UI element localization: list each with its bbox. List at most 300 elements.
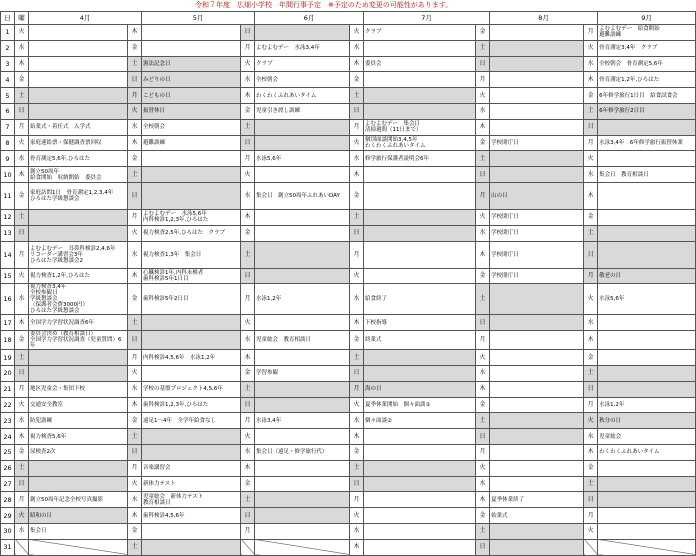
day-number: 7 [1, 119, 15, 135]
page-title: 令和７年度 広畑小学校 年間行事予定 ※予定のため変更の可能性があります。 [195, 1, 453, 9]
weekday-cell: 月 [128, 350, 142, 366]
weekday-cell: 日 [476, 429, 490, 445]
weekday-cell: 月 [350, 241, 364, 268]
weekday-cell: 月 [584, 397, 598, 413]
weekday-cell: 金 [476, 397, 490, 413]
event-cell: 心臓検診1年,内科未検者 歯科検診5年1日目 [142, 268, 241, 284]
event-cell [255, 350, 350, 366]
table-row [1, 225, 696, 241]
weekday-cell: 日 [350, 365, 364, 381]
event-cell: 個別面談開始3,4,5年 わくわくふれあいタイム [364, 135, 476, 151]
weekday-cell: 火 [476, 350, 490, 366]
event-cell [490, 429, 584, 445]
table-row [1, 397, 696, 413]
weekday-cell: 水 [350, 284, 364, 315]
day-number: 16 [1, 284, 15, 315]
day-number: 25 [1, 444, 15, 460]
weekday-cell: 金 [584, 460, 598, 476]
event-cell: 内科検診4,5,6年 水泳1,2年 [142, 350, 241, 366]
header-april: 4月 [29, 12, 142, 25]
table-row [1, 476, 696, 492]
weekday-cell: 金 [15, 331, 29, 350]
weekday-cell: 月 [15, 492, 29, 508]
event-cell [255, 241, 350, 268]
weekday-cell: 月 [476, 444, 490, 460]
event-cell [598, 182, 696, 209]
weekday-cell: 火 [584, 284, 598, 315]
table-row [1, 241, 696, 268]
event-cell: 始業式・着任式 入学式 [29, 119, 128, 135]
weekday-cell: 木 [128, 135, 142, 151]
weekday-cell: 木 [350, 429, 364, 445]
weekday-cell: 水 [584, 315, 598, 331]
event-cell [255, 523, 350, 539]
weekday-cell: 水 [128, 381, 142, 397]
weekday-cell: 火 [241, 315, 255, 331]
event-cell: 海の日 [364, 381, 476, 397]
event-cell [490, 413, 584, 429]
weekday-cell: 土 [15, 88, 29, 104]
event-cell: 学校閉庁日 [490, 241, 584, 268]
event-cell [598, 350, 696, 366]
event-cell [255, 492, 350, 508]
weekday-cell: 土 [584, 476, 598, 492]
event-cell: 全校朝会 骨育測定5,6年 [598, 56, 696, 72]
event-cell: クラブ [364, 25, 476, 41]
weekday-cell: 土 [128, 167, 142, 183]
event-cell [490, 88, 584, 104]
weekday-cell: 土 [128, 315, 142, 331]
event-cell: 児童総会 新体力テスト 教育相談日 [142, 492, 241, 508]
event-cell [598, 508, 696, 524]
weekday-cell: 金 [128, 151, 142, 167]
event-cell [364, 508, 476, 524]
weekday-cell: 木 [476, 241, 490, 268]
event-cell: 歯科検診5年2日目 [142, 284, 241, 315]
table-row [1, 119, 696, 135]
event-cell [142, 167, 241, 183]
weekday-cell: 木 [15, 167, 29, 183]
weekday-cell: 水 [584, 56, 598, 72]
weekday-cell: 日 [128, 444, 142, 460]
event-cell [364, 88, 476, 104]
event-cell [142, 25, 241, 41]
event-cell [364, 476, 476, 492]
weekday-cell: 土 [128, 56, 142, 72]
table-row [1, 508, 696, 524]
weekday-cell: 日 [128, 72, 142, 88]
weekday-cell: 木 [15, 315, 29, 331]
day-number: 14 [1, 241, 15, 268]
event-cell: みどりの日 [142, 72, 241, 88]
event-cell [255, 315, 350, 331]
event-cell [598, 460, 696, 476]
weekday-cell: 水 [128, 492, 142, 508]
header-may: 5月 [142, 12, 255, 25]
weekday-cell: 金 [476, 508, 490, 524]
event-cell [364, 167, 476, 183]
event-cell [364, 365, 476, 381]
event-cell [598, 241, 696, 268]
weekday-cell: 月 [241, 284, 255, 315]
event-cell [490, 56, 584, 72]
weekday-cell: 火 [350, 397, 364, 413]
event-cell: 山の日 [490, 182, 584, 209]
weekday-cell: 火 [15, 25, 29, 41]
event-cell [255, 508, 350, 524]
weekday-cell: 木 [128, 508, 142, 524]
table-row [1, 331, 696, 350]
event-cell [598, 151, 696, 167]
table-row [1, 365, 696, 381]
event-cell [364, 492, 476, 508]
event-cell [598, 523, 696, 539]
event-cell: 児童引き渡し訓練 [255, 103, 350, 119]
event-cell [364, 40, 476, 56]
weekday-cell: 木 [476, 381, 490, 397]
table-row [1, 25, 696, 41]
weekday-cell: 火 [128, 365, 142, 381]
event-cell: 視力検査1,3年 集会日 [142, 241, 241, 268]
table-row [1, 268, 696, 284]
event-cell [255, 476, 350, 492]
weekday-cell: 水 [584, 167, 598, 183]
weekday-cell: 月 [241, 413, 255, 429]
weekday-cell: 水 [350, 523, 364, 539]
table-row [1, 350, 696, 366]
weekday-cell: 金 [128, 40, 142, 56]
event-cell [29, 40, 128, 56]
weekday-cell: 木 [350, 315, 364, 331]
weekday-cell: 日 [350, 225, 364, 241]
weekday-cell: 金 [350, 182, 364, 209]
weekday-cell: 日 [15, 103, 29, 119]
weekday-cell: 日 [584, 381, 598, 397]
event-cell: 個々面談② [364, 413, 476, 429]
weekday-cell: 金 [15, 72, 29, 88]
weekday-cell: 火 [584, 413, 598, 429]
day-number: 6 [1, 103, 15, 119]
weekday-cell: 土 [476, 413, 490, 429]
day-number: 18 [1, 331, 15, 350]
weekday-cell: 金 [15, 182, 29, 209]
table-row [1, 315, 696, 331]
event-cell [255, 135, 350, 151]
event-cell: 骨育測定5,6年,ひろはた [29, 151, 128, 167]
table-row [1, 135, 696, 151]
event-cell: 骨育測定1,2年,ひろはた [598, 72, 696, 88]
event-cell: 6年修学旅行1日目 給食試食会 [598, 88, 696, 104]
weekday-cell: 土 [15, 209, 29, 225]
event-cell [29, 539, 128, 555]
event-cell: 全国学力学習状況調査6年 [29, 315, 128, 331]
event-cell [255, 539, 350, 555]
table-row [1, 151, 696, 167]
event-cell: 集会日 [29, 523, 128, 539]
weekday-cell: 金 [15, 444, 29, 460]
weekday-cell: 金 [584, 88, 598, 104]
weekday-cell: 水 [15, 413, 29, 429]
header-september: 9月 [598, 12, 696, 25]
event-cell [29, 350, 128, 366]
weekday-cell: 火 [350, 268, 364, 284]
weekday-cell: 金 [350, 331, 364, 350]
day-number: 21 [1, 381, 15, 397]
event-cell [364, 460, 476, 476]
event-cell: 骨育測定3,4年 クラブ [598, 40, 696, 56]
event-cell [598, 381, 696, 397]
weekday-cell: 水 [128, 119, 142, 135]
header-june: 6月 [255, 12, 364, 25]
weekday-cell [241, 539, 255, 555]
event-cell [490, 151, 584, 167]
event-cell [255, 167, 350, 183]
event-cell [29, 88, 128, 104]
day-number: 17 [1, 315, 15, 331]
event-cell: クラブ [255, 56, 350, 72]
header-weekday: 曜 [15, 12, 29, 25]
weekday-cell: 土 [128, 539, 142, 555]
weekday-cell: 月 [476, 182, 490, 209]
weekday-cell: 日 [584, 119, 598, 135]
weekday-cell: 金 [128, 413, 142, 429]
table-row [1, 40, 696, 56]
weekday-cell: 日 [128, 331, 142, 350]
weekday-cell: 月 [584, 135, 598, 151]
event-cell [142, 151, 241, 167]
event-cell: わくわくふれあいタイム [598, 444, 696, 460]
weekday-cell: 土 [476, 284, 490, 315]
table-row [1, 460, 696, 476]
table-row [1, 381, 696, 397]
event-cell: 修学旅行保護者説明会6年 [364, 151, 476, 167]
weekday-cell [15, 539, 29, 555]
day-number: 27 [1, 476, 15, 492]
weekday-cell: 金 [476, 268, 490, 284]
event-cell [29, 56, 128, 72]
day-number: 24 [1, 429, 15, 445]
weekday-cell: 金 [350, 72, 364, 88]
weekday-cell: 水 [241, 331, 255, 350]
event-cell: 視力検査1,2年,ひろはた [29, 268, 128, 284]
event-cell [598, 119, 696, 135]
weekday-cell: 火 [476, 209, 490, 225]
event-cell [598, 476, 696, 492]
schedule-body [1, 25, 696, 556]
header-august: 8月 [490, 12, 598, 25]
event-cell: 秋分の日 [598, 413, 696, 429]
event-cell [142, 444, 241, 460]
event-cell [364, 268, 476, 284]
day-number: 11 [1, 182, 15, 209]
event-cell: 夏季休業開始 個々面談① [364, 397, 476, 413]
weekday-cell: 土 [350, 209, 364, 225]
weekday-cell: 水 [15, 151, 29, 167]
event-cell [142, 182, 241, 209]
weekday-cell: 木 [584, 72, 598, 88]
event-cell: よむよむデー 給食開始 避難訓練 [598, 25, 696, 41]
weekday-cell: 日 [476, 315, 490, 331]
event-cell: 家庭連絡票・保健調査票回収 [29, 135, 128, 151]
event-cell [598, 492, 696, 508]
weekday-cell: 火 [476, 460, 490, 476]
event-cell: 集会日（遠足・修学旅行代） [255, 444, 350, 460]
weekday-cell: 月 [584, 508, 598, 524]
event-cell: 委員会決め（教育相談日） 全国学力学習状況調査（児童質問）6年 [29, 331, 128, 350]
event-cell: 学校の基盤プロジェクト4,5,6年 [142, 381, 241, 397]
event-cell: 敬老の日 [598, 268, 696, 284]
weekday-cell: 日 [241, 268, 255, 284]
event-cell [29, 365, 128, 381]
event-cell: 委員会 [364, 56, 476, 72]
weekday-cell: 火 [128, 225, 142, 241]
table-row [1, 72, 696, 88]
event-cell [598, 209, 696, 225]
event-cell: 夏季休業終了 [490, 492, 584, 508]
weekday-cell: 金 [241, 476, 255, 492]
weekday-cell: 木 [476, 492, 490, 508]
event-cell: 振替休日 [142, 103, 241, 119]
weekday-cell: 月 [15, 119, 29, 135]
event-cell [598, 365, 696, 381]
table-row [1, 492, 696, 508]
weekday-cell: 火 [241, 56, 255, 72]
event-cell: 避難訓練 [142, 135, 241, 151]
weekday-cell: 火 [128, 103, 142, 119]
day-number: 12 [1, 209, 15, 225]
event-cell [364, 225, 476, 241]
event-cell: 創立50周年 給食開始 収納開始 委員会 [29, 167, 128, 183]
weekday-cell: 火 [15, 508, 29, 524]
weekday-cell: 木 [241, 88, 255, 104]
table-row [1, 167, 696, 183]
event-cell [29, 460, 128, 476]
event-cell [364, 241, 476, 268]
event-cell: 水泳5,6年 [255, 151, 350, 167]
weekday-cell: 土 [128, 429, 142, 445]
event-cell [490, 476, 584, 492]
event-cell [142, 365, 241, 381]
event-cell: よむよむデー 耳鼻科検診2,4,6年 リコーダー講習会3年 ひろはた学級懇談会2 [29, 241, 128, 268]
table-row [1, 539, 696, 555]
event-cell: 視力検査5,6年 [29, 429, 128, 445]
weekday-cell: 土 [476, 523, 490, 539]
weekday-cell: 火 [15, 135, 29, 151]
event-cell [364, 103, 476, 119]
weekday-cell: 土 [241, 241, 255, 268]
event-cell [255, 119, 350, 135]
event-cell [255, 429, 350, 445]
event-cell [490, 331, 584, 350]
weekday-cell: 火 [128, 476, 142, 492]
event-cell [490, 365, 584, 381]
event-cell: 視力検査2,5年,ひろはた クラブ [142, 225, 241, 241]
weekday-cell: 月 [350, 119, 364, 135]
table-row [1, 413, 696, 429]
event-cell [364, 539, 476, 555]
weekday-cell: 日 [128, 182, 142, 209]
event-cell [255, 268, 350, 284]
event-cell [490, 72, 584, 88]
weekday-cell: 火 [241, 167, 255, 183]
day-number: 31 [1, 539, 15, 555]
weekday-cell: 木 [584, 182, 598, 209]
weekday-cell: 木 [15, 56, 29, 72]
table-row [1, 103, 696, 119]
event-cell [142, 429, 241, 445]
weekday-cell: 水 [241, 182, 255, 209]
weekday-cell: 火 [350, 135, 364, 151]
weekday-cell: 金 [128, 523, 142, 539]
weekday-cell: 月 [15, 241, 29, 268]
weekday-cell: 金 [476, 135, 490, 151]
weekday-cell: 木 [584, 331, 598, 350]
weekday-cell: 土 [241, 119, 255, 135]
event-cell: こどもの日 [142, 88, 241, 104]
event-cell: 尿検査2次 [29, 444, 128, 460]
event-cell: 集会日 創立50周年ふれあいDAY [255, 182, 350, 209]
weekday-cell: 金 [241, 103, 255, 119]
weekday-cell: 火 [241, 429, 255, 445]
event-cell [29, 476, 128, 492]
weekday-cell: 火 [15, 268, 29, 284]
weekday-cell: 木 [350, 539, 364, 555]
weekday-cell: 月 [584, 25, 598, 41]
event-cell [142, 40, 241, 56]
header-july: 7月 [364, 12, 490, 25]
event-cell [490, 25, 584, 41]
event-cell: 地区児童会・集団下校 [29, 381, 128, 397]
event-cell: 集会日 教育相談日 [598, 167, 696, 183]
weekday-cell: 月 [15, 381, 29, 397]
event-cell [364, 182, 476, 209]
day-number: 26 [1, 460, 15, 476]
event-cell [364, 444, 476, 460]
weekday-cell: 日 [241, 25, 255, 41]
event-cell: よむよむデー 水泳5,6年 内科検診1,2,3年,ひろはた [142, 209, 241, 225]
weekday-cell: 木 [584, 444, 598, 460]
weekday-cell: 木 [476, 119, 490, 135]
weekday-cell: 日 [584, 492, 598, 508]
weekday-cell: 日 [584, 241, 598, 268]
event-cell: 新体力テスト [142, 476, 241, 492]
day-number: 10 [1, 167, 15, 183]
event-cell [29, 103, 128, 119]
event-cell [364, 429, 476, 445]
day-number: 4 [1, 72, 15, 88]
event-cell [490, 40, 584, 56]
weekday-cell: 月 [241, 40, 255, 56]
weekday-cell: 木 [241, 350, 255, 366]
weekday-cell: 木 [241, 209, 255, 225]
table-row [1, 284, 696, 315]
event-cell: 学校閉庁日 [490, 268, 584, 284]
weekday-cell: 木 [128, 268, 142, 284]
schedule-table [0, 11, 696, 556]
weekday-cell: 土 [476, 151, 490, 167]
event-cell [598, 539, 696, 555]
event-cell: 学校閉庁日 [490, 135, 584, 151]
event-cell: 防犯訓練 [29, 413, 128, 429]
weekday-cell: 日 [241, 135, 255, 151]
event-cell [255, 460, 350, 476]
weekday-cell: 土 [15, 350, 29, 366]
weekday-cell: 土 [15, 460, 29, 476]
weekday-cell: 日 [15, 365, 29, 381]
weekday-cell: 月 [476, 72, 490, 88]
event-cell [142, 315, 241, 331]
event-cell [490, 539, 584, 555]
